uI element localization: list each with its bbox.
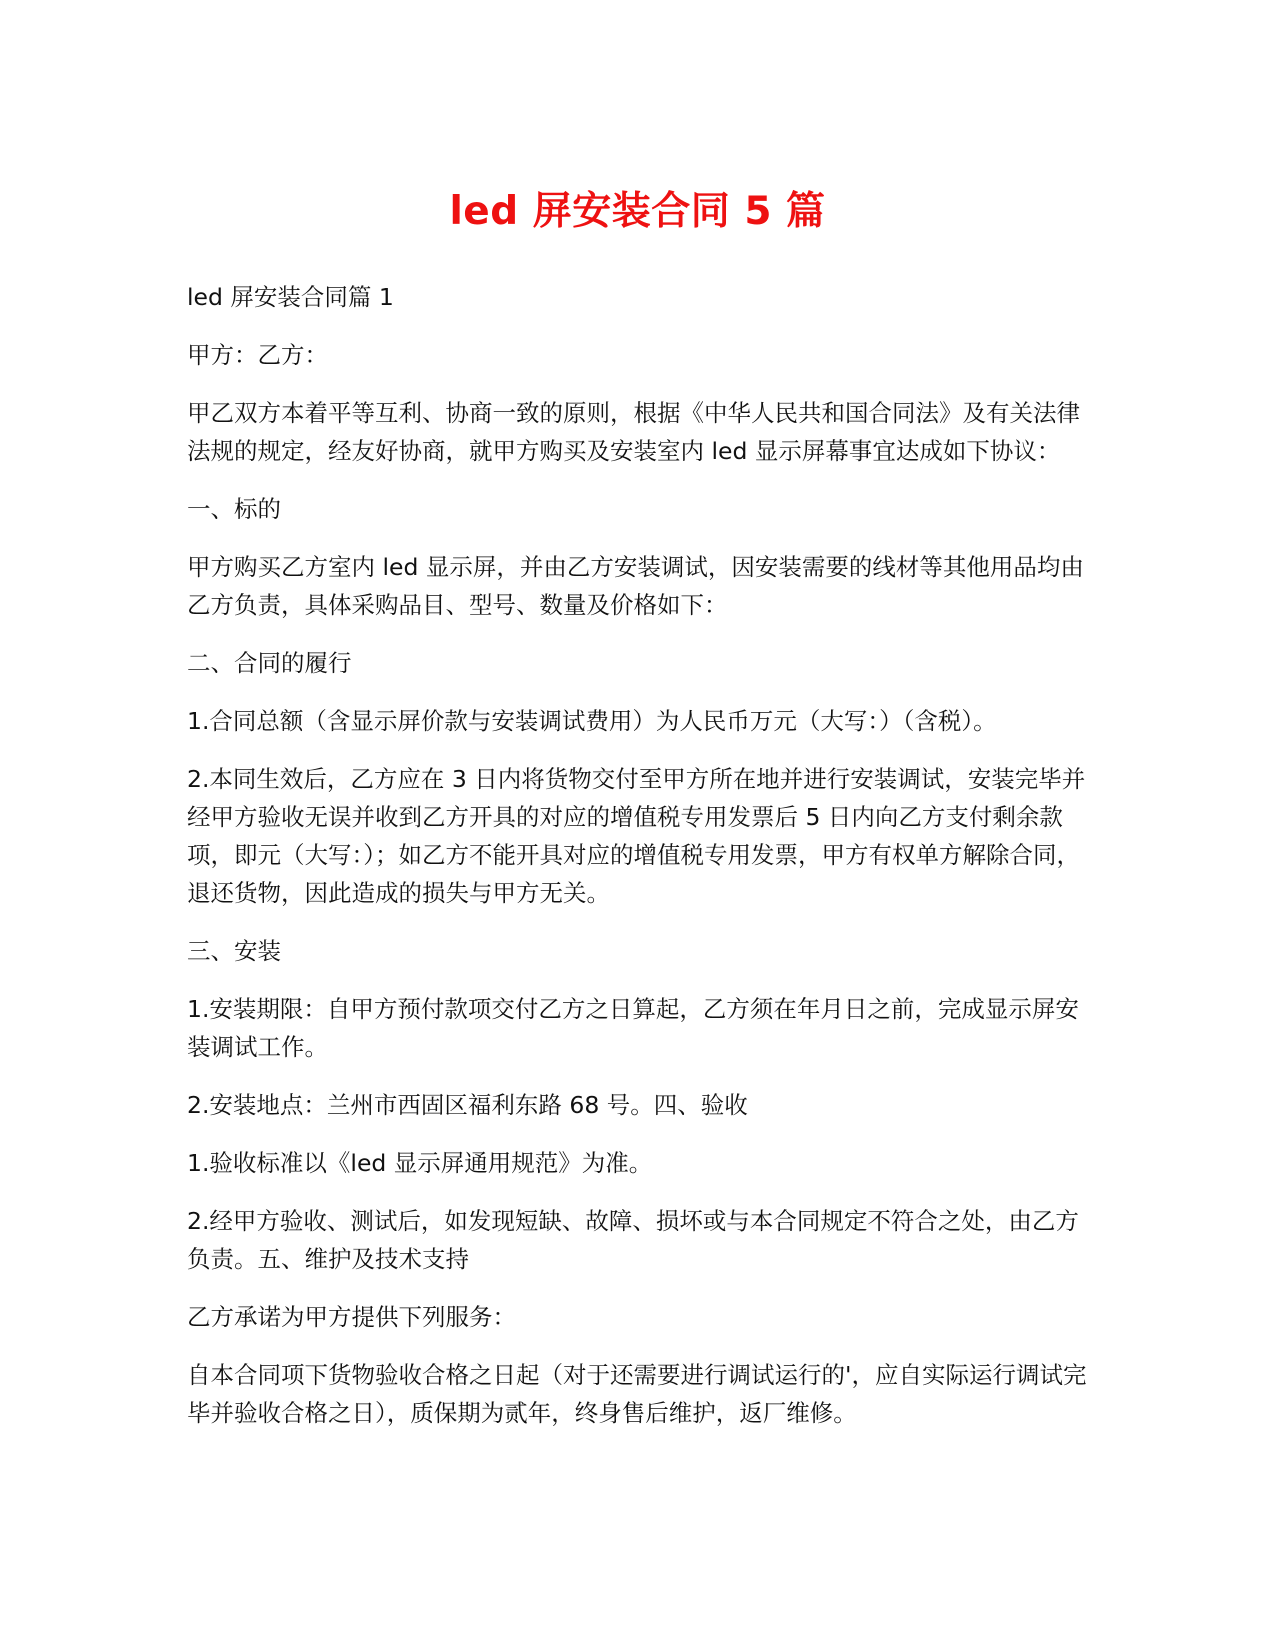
section-heading: 二、合同的履行: [187, 649, 352, 677]
intro-paragraph: 甲乙双方本着平等互利、协商一致的原则，根据《中华人民共和国合同法》及有关法律法规的规定，经友好协商，就甲方购买及安装室内 led 显示屏幕事宜达成如下协议：: [187, 399, 1080, 465]
section-heading: 三、安装: [187, 937, 281, 965]
clause-paragraph: 1.合同总额（含显示屏价款与安装调试费用）为人民币万元（大写：）（含税）。: [187, 707, 997, 735]
section-heading: 一、标的: [187, 495, 281, 523]
document-body: [187, 278, 1087, 1452]
clause-paragraph: 2.本同生效后，乙方应在 3 日内将货物交付至甲方所在地并进行安装调试，安装完毕并经甲方验收无误并收到乙方开具的对应的增值税专用发票后 5 日内向乙方支付剩余款项，即元（大写：）；如乙方不能开具对应的增值税专用发票，甲方有权单方解除合同，退还货物，因此造成的损失与甲方无关。: [187, 765, 1086, 907]
parties-line: 甲方：乙方：: [187, 341, 328, 369]
clause-paragraph: 1.安装期限：自甲方预付款项交付乙方之日算起，乙方须在年月日之前，完成显示屏安装调试工作。: [187, 995, 1079, 1061]
clause-paragraph: 2.经甲方验收、测试后，如发现短缺、故障、损坏或与本合同规定不符合之处，由乙方负责。五、维护及技术支持: [187, 1207, 1079, 1273]
clause-paragraph: 2.安装地点：兰州市西固区福利东路 68 号。四、验收: [187, 1091, 748, 1119]
body-paragraph: 自本合同项下货物验收合格之日起（对于还需要进行调试运行的'，应自实际运行调试完毕并验收合格之日），质保期为贰年，终身售后维护，返厂维修。: [187, 1361, 1087, 1427]
document-title: led 屏安装合同 5 篇: [449, 189, 826, 234]
body-paragraph: 乙方承诺为甲方提供下列服务：: [187, 1303, 516, 1331]
section-heading: led 屏安装合同篇 1: [187, 283, 394, 311]
clause-paragraph: 1.验收标准以《led 显示屏通用规范》为准。: [187, 1149, 653, 1177]
body-paragraph: 甲方购买乙方室内 led 显示屏，并由乙方安装调试，因安装需要的线材等其他用品均由乙方负责，具体采购品目、型号、数量及价格如下：: [187, 553, 1084, 619]
